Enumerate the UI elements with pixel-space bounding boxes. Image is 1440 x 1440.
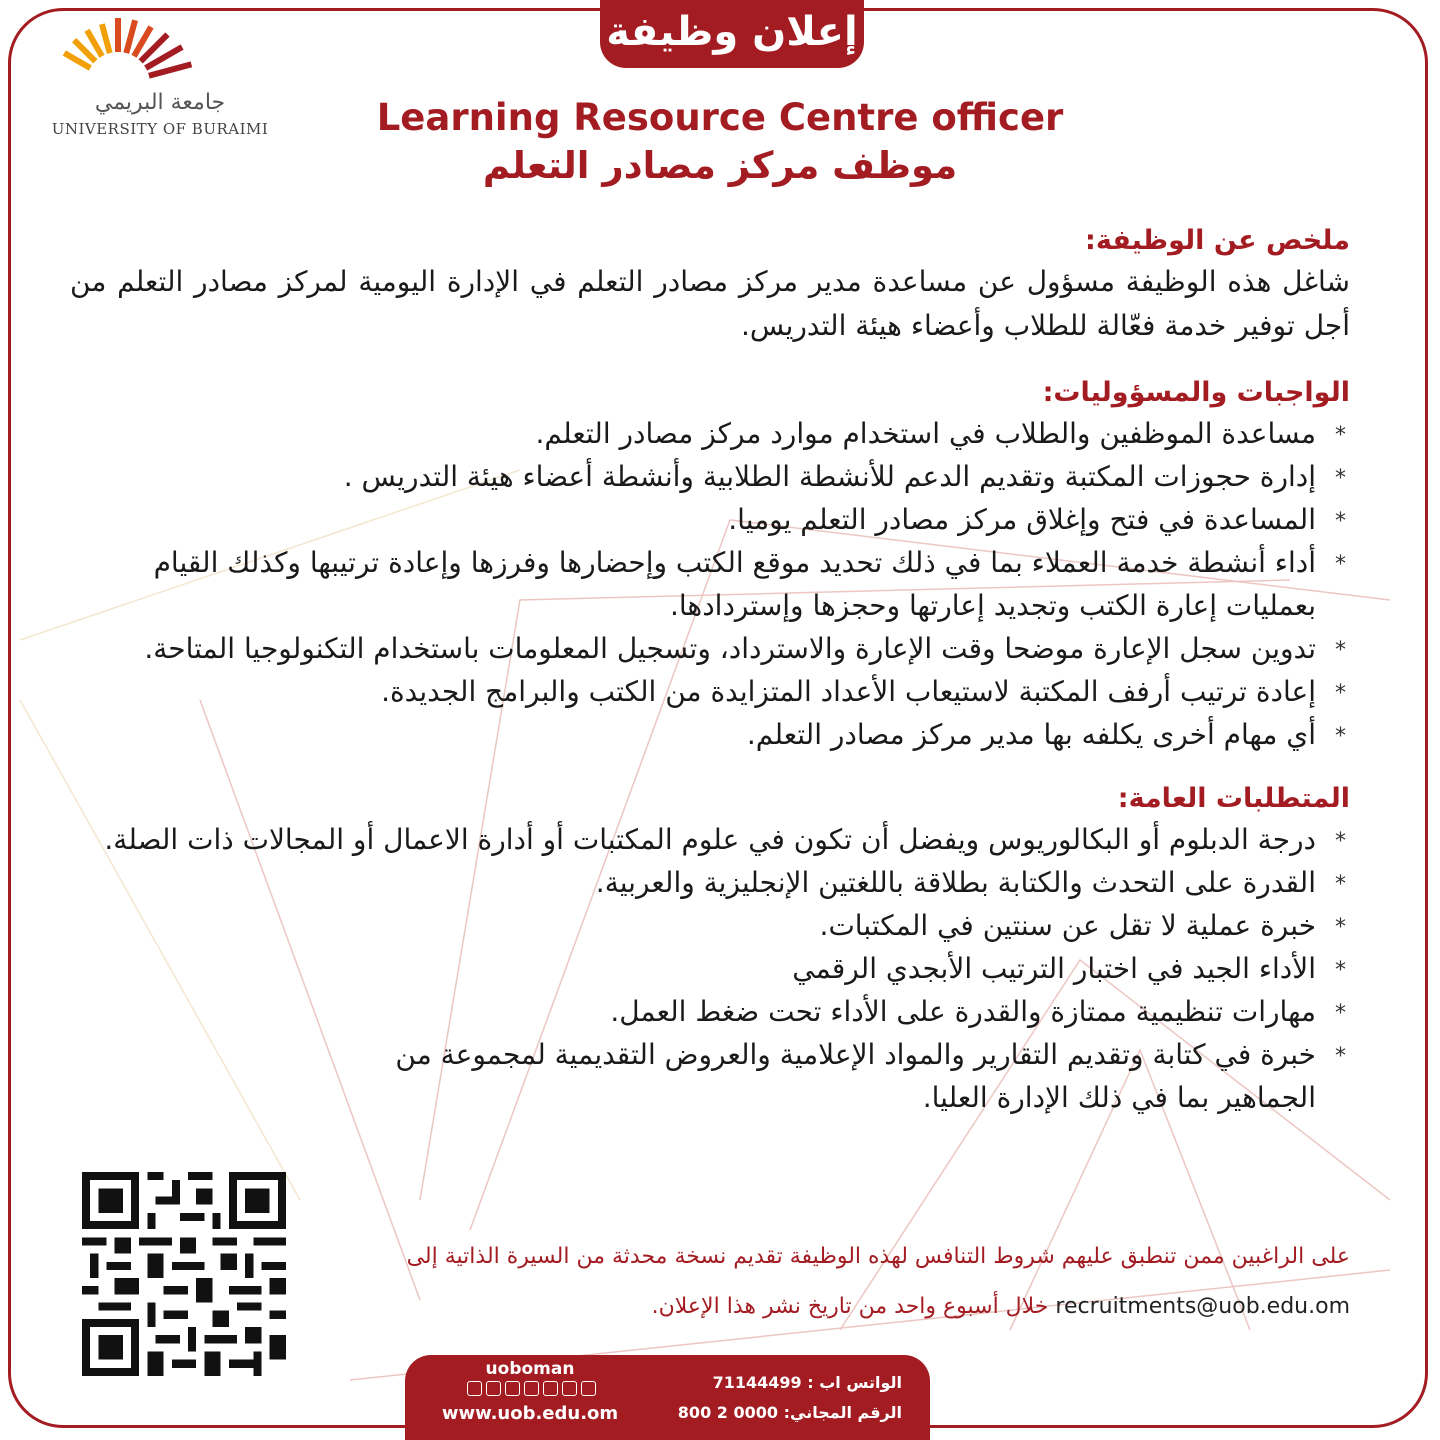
linkedin-icon[interactable] xyxy=(581,1381,596,1396)
bullet-icon: * xyxy=(1335,1001,1346,1026)
list-item: * الأداء الجيد في اختبار الترتيب الأبجدي الرقمي xyxy=(70,947,1350,990)
job-title-english: Learning Resource Centre officer xyxy=(376,96,1064,139)
website-link[interactable]: www.uob.edu.om xyxy=(441,1403,619,1424)
apply-text-after: خلال أسبوع واحد من تاريخ نشر هذا الإعلان. xyxy=(651,1294,1056,1319)
list-item: * خبرة في كتابة وتقديم التقارير والمواد الإعلامية والعروض التقديمية لمجموعة من الجماهير بما في ذلك الإدارة العليا. xyxy=(70,1033,1350,1119)
bullet-icon: * xyxy=(1335,466,1346,491)
bullet-icon: * xyxy=(1335,1044,1346,1069)
logo-english-name: UNIVERSITY OF BURAIMI xyxy=(51,120,269,138)
bullet-icon: * xyxy=(1335,509,1346,534)
whatsapp-number: الواتس اب : 71144499 xyxy=(712,1373,902,1392)
list-item: * مساعدة الموظفين والطلاب في استخدام موارد مركز مصادر التعلم. xyxy=(70,412,1350,455)
list-item: * إعادة ترتيب أرفف المكتبة لاستيعاب الأعداد المتزايدة من الكتب والبرامج الجديدة. xyxy=(70,670,1350,713)
summary-heading: ملخص عن الوظيفة: xyxy=(1085,225,1350,256)
twitter-icon[interactable] xyxy=(486,1381,501,1396)
facebook-icon[interactable] xyxy=(467,1381,482,1396)
instagram-icon[interactable] xyxy=(505,1381,520,1396)
university-logo xyxy=(40,8,280,143)
logo-arabic-name: جامعة البريمي xyxy=(94,90,226,115)
job-announcement-badge: إعلان وظيفة xyxy=(600,0,864,68)
snapchat-icon[interactable] xyxy=(543,1381,558,1396)
contact-footer xyxy=(405,1355,930,1440)
toll-free-number: الرقم المجاني: 0000 2 800 xyxy=(677,1403,902,1422)
duties-heading: الواجبات والمسؤوليات: xyxy=(1042,377,1350,408)
job-title-arabic: موظف مركز مصادر التعلم xyxy=(482,144,958,187)
bullet-icon: * xyxy=(1335,829,1346,854)
social-icons xyxy=(441,1381,621,1399)
duties-list xyxy=(70,412,1350,756)
bullet-icon: * xyxy=(1335,915,1346,940)
sunburst-logo-icon xyxy=(40,8,280,90)
bullet-icon: * xyxy=(1335,638,1346,663)
tiktok-icon[interactable] xyxy=(562,1381,577,1396)
bullet-icon: * xyxy=(1335,552,1346,577)
list-item: * تدوين سجل الإعارة موضحا وقت الإعارة والاسترداد، وتسجيل المعلومات باستخدام التكنولوجيا المتاحة. xyxy=(70,627,1350,670)
list-item: * إدارة حجوزات المكتبة وتقديم الدعم للأنشطة الطلابية وأنشطة أعضاء هيئة التدريس . xyxy=(70,455,1350,498)
bullet-icon: * xyxy=(1335,681,1346,706)
bullet-icon: * xyxy=(1335,958,1346,983)
youtube-icon[interactable] xyxy=(524,1381,539,1396)
requirements-heading: المتطلبات العامة: xyxy=(1117,783,1350,814)
list-item: * خبرة عملية لا تقل عن سنتين في المكتبات. xyxy=(70,904,1350,947)
qr-code[interactable] xyxy=(82,1172,286,1376)
list-item: * أداء أنشطة خدمة العملاء بما في ذلك تحديد موقع الكتب وإحضارها وفرزها وإعادة ترتيبها وكذلك القيام بعمليات إعارة الكتب وتجديد إعارتها وحجزها وإستردادها. xyxy=(70,541,1350,627)
list-item: * درجة الدبلوم أو البكالوريوس ويفضل أن تكون في علوم المكتبات أو أدارة الاعمال أو المجالات ذات الصلة. xyxy=(70,818,1350,861)
recruitment-email-link[interactable]: recruitments@uob.edu.om xyxy=(1055,1294,1350,1319)
list-item: * القدرة على التحدث والكتابة بطلاقة باللغتين الإنجليزية والعربية. xyxy=(70,861,1350,904)
summary-text: شاغل هذه الوظيفة مسؤول عن مساعدة مدير مركز مصادر التعلم في الإدارة اليومية لمركز مصادر التعلم من أجل توفير خدمة فعّالة للطلاب وأعضاء هيئة التدريس. xyxy=(70,265,1350,342)
list-item: * مهارات تنظيمية ممتازة والقدرة على الأداء تحت ضغط العمل. xyxy=(70,990,1350,1033)
main-content xyxy=(70,222,1350,1143)
list-item: * أي مهام أخرى يكلفه بها مدير مركز مصادر التعلم. xyxy=(70,713,1350,756)
social-handle: uoboman xyxy=(485,1359,575,1379)
bullet-icon: * xyxy=(1335,872,1346,897)
bullet-icon: * xyxy=(1335,724,1346,749)
apply-text-before: على الراغبين ممن تنطبق عليهم شروط التنافس لهذه الوظيفة تقديم نسخة محدثة من السيرة الذاتية إلى xyxy=(406,1244,1350,1269)
requirements-list xyxy=(70,818,1350,1119)
list-item: * المساعدة في فتح وإغلاق مركز مصادر التعلم يوميا. xyxy=(70,498,1350,541)
application-instructions xyxy=(330,1232,1350,1332)
bullet-icon: * xyxy=(1335,423,1346,448)
